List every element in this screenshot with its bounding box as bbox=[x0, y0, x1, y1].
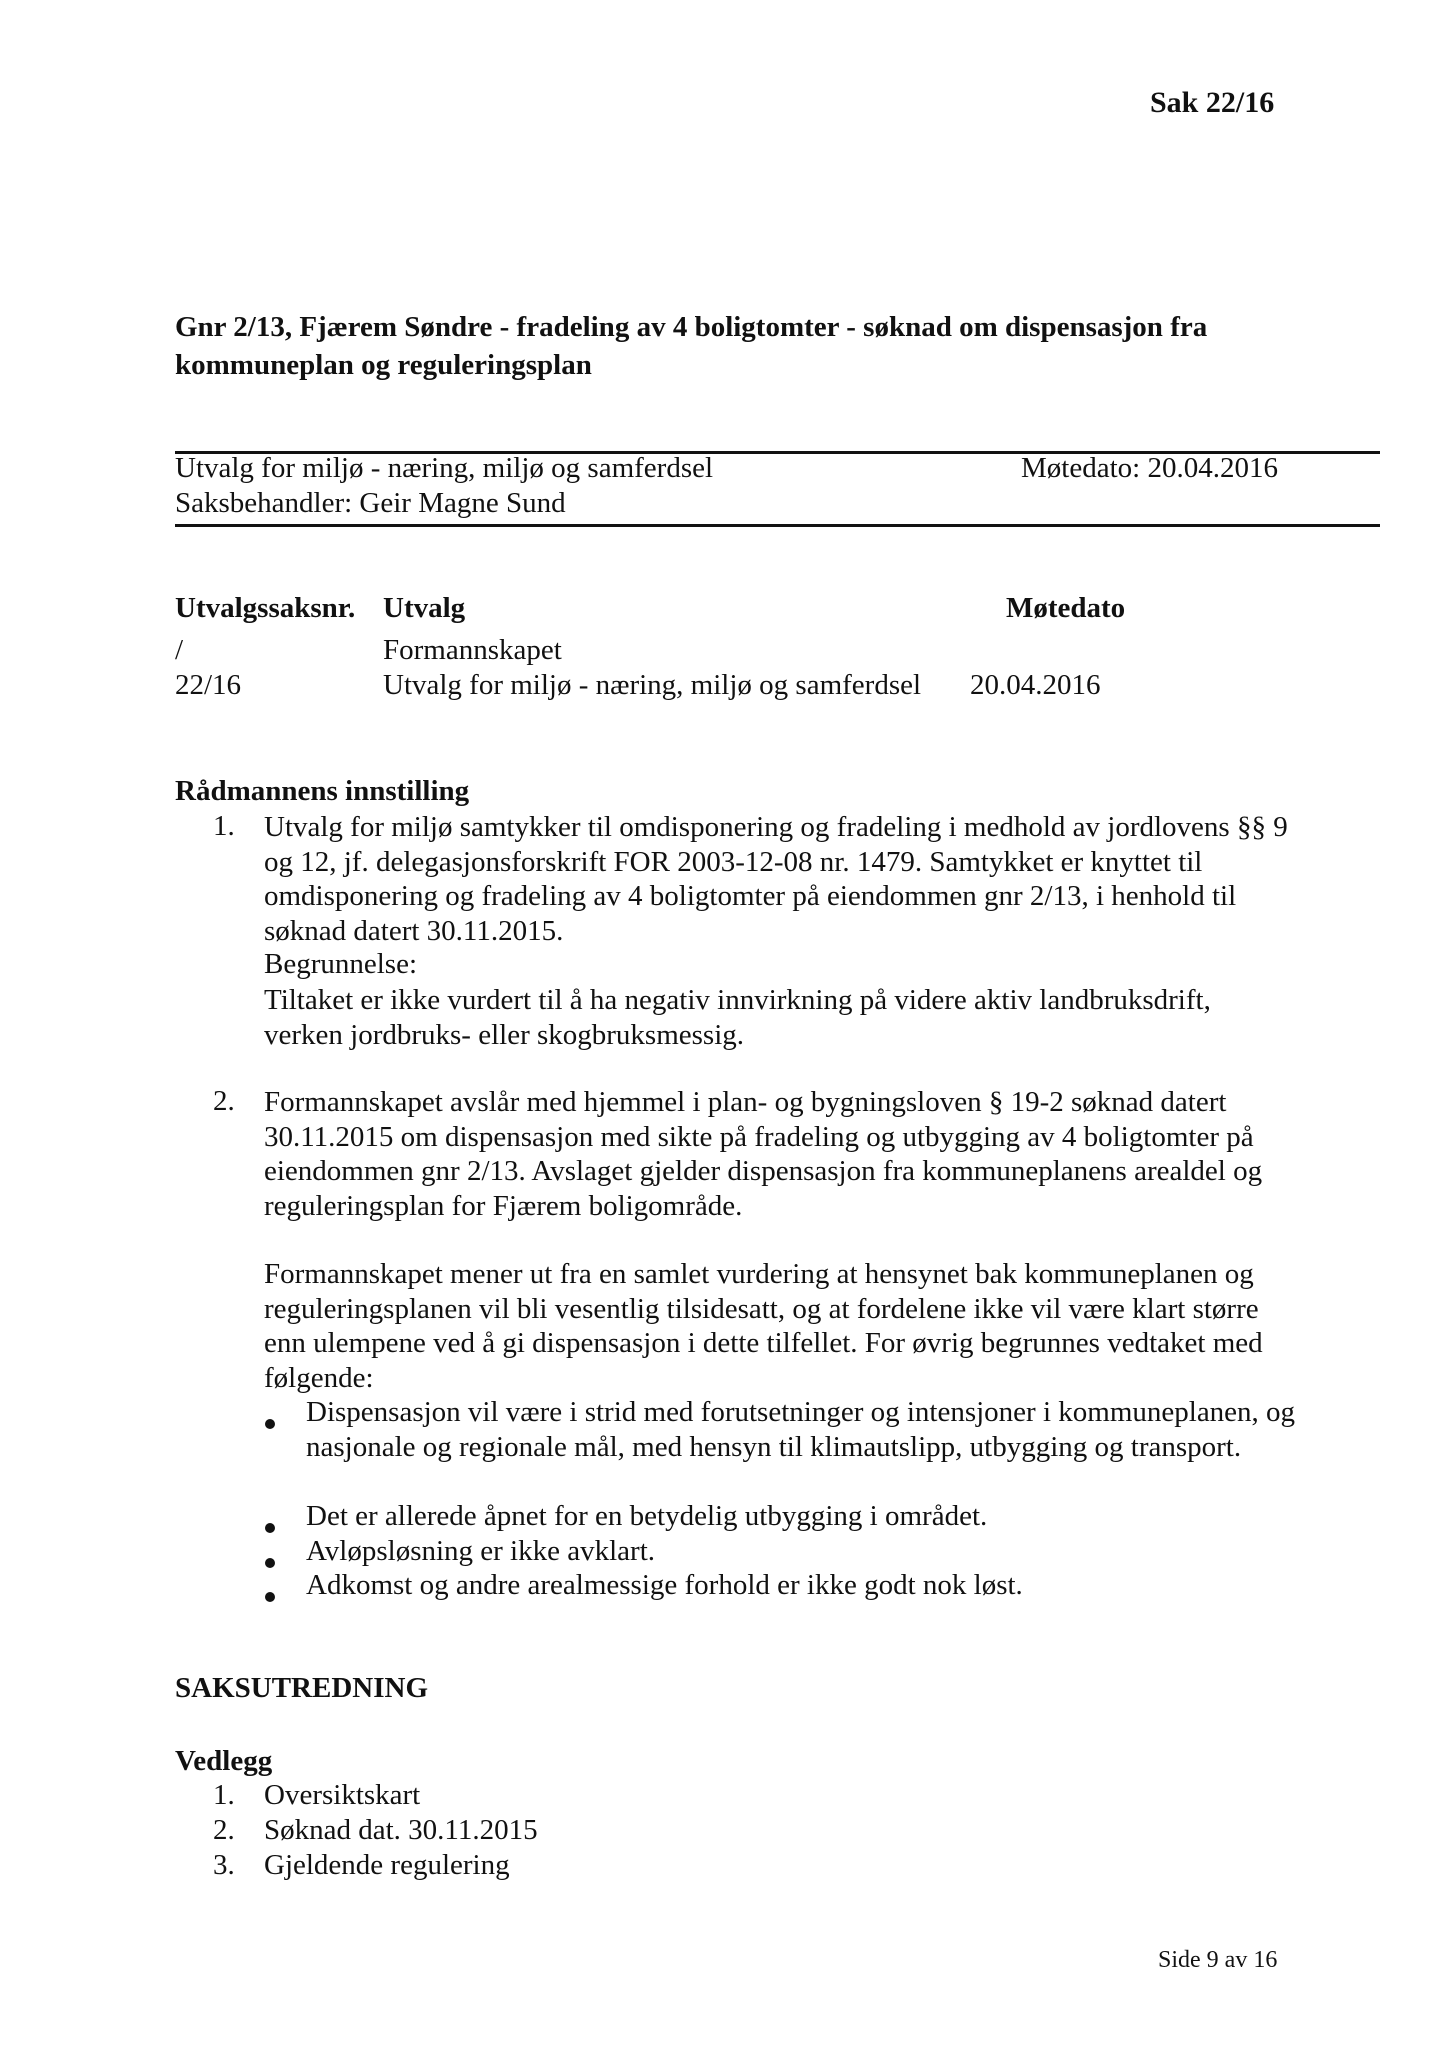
case-handler: Saksbehandler: Geir Magne Sund bbox=[175, 487, 566, 519]
assessment-text: Formannskapet mener ut fra en samlet vurdering at hensynet bak kommuneplanen og reguleringsplanen vil bli vesentlig tilsidesatt, og at fordelene ikke vil være klart større enn ulempene ved å gi dispensasjon i dette tilfellet. For øvrig begrunnes vedtaket med følgende: bbox=[264, 1258, 1263, 1394]
reason-text: Tiltaket er ikke vurdert til å ha negativ innvirkning på videre aktiv landbruksdrift, verken jordbruks- eller skogbruksmessig. bbox=[264, 984, 1211, 1051]
list-number: 3. bbox=[213, 1849, 235, 1881]
list-item: Dispensasjon vil være i strid med forutsetninger og intensjoner i kommuneplanen, og nasjonale og regionale mål, med hensyn til klimautslipp, utbygging og transport. bbox=[306, 1396, 1296, 1463]
attachment-item: Gjeldende regulering bbox=[264, 1849, 510, 1881]
list-number: 2. bbox=[213, 1814, 235, 1846]
case-number: Sak 22/16 bbox=[1150, 86, 1275, 119]
table-cell: Utvalg for miljø - næring, miljø og samferdsel bbox=[383, 669, 922, 701]
bullet-icon bbox=[265, 1523, 275, 1533]
table-cell: Formannskapet bbox=[383, 634, 562, 666]
attachment-item: Oversiktskart bbox=[264, 1779, 421, 1811]
bullet-icon bbox=[265, 1592, 275, 1602]
recommendation-item-2: Formannskapet avslår med hjemmel i plan- og bygningsloven § 19-2 søknad datert 30.11.2015 om dispensasjon med sikte på fradeling og utbygging av 4 boligtomter på eiendommen gnr 2/13. Avslaget gjelder dispensasjon fra kommuneplanens arealdel og reguleringsplan for Fjærem boligområde. bbox=[264, 1086, 1263, 1222]
meeting-date: Møtedato: 20.04.2016 bbox=[1021, 452, 1278, 484]
attachments-heading: Vedlegg bbox=[175, 1745, 273, 1777]
recommendation-item-1: Utvalg for miljø samtykker til omdisponering og fradeling i medhold av jordlovens §§ 9 og 12, jf. delegasjonsforskrift FOR 2003-12-08 nr. 1479. Samtykket er knyttet til omdisponering og fradeling av 4 boligtomter på eiendommen gnr 2/13, i henhold til søknad datert 30.11.2015. bbox=[264, 811, 1288, 947]
list-number: 1. bbox=[213, 1779, 235, 1811]
table-cell: 22/16 bbox=[175, 669, 242, 701]
list-item: Adkomst og andre arealmessige forhold er ikke godt nok løst. bbox=[306, 1569, 1023, 1601]
list-item: Det er allerede åpnet for en betydelig utbygging i området. bbox=[306, 1500, 988, 1532]
bottom-divider bbox=[175, 524, 1380, 527]
case-report-heading: SAKSUTREDNING bbox=[175, 1672, 428, 1704]
table-header-case-no: Utvalgssaksnr. bbox=[175, 592, 356, 624]
list-number: 2. bbox=[213, 1085, 235, 1117]
table-header-date: Møtedato bbox=[1006, 592, 1126, 624]
committee-name: Utvalg for miljø - næring, miljø og samferdsel bbox=[175, 452, 714, 484]
recommendation-heading: Rådmannens innstilling bbox=[175, 775, 470, 807]
table-header-committee: Utvalg bbox=[383, 592, 466, 624]
table-cell: 20.04.2016 bbox=[970, 669, 1101, 701]
attachment-item: Søknad dat. 30.11.2015 bbox=[264, 1814, 538, 1846]
bullet-icon bbox=[265, 1558, 275, 1568]
document-title: Gnr 2/13, Fjærem Søndre - fradeling av 4 boligtomter - søknad om dispensasjon fra kommuneplan og reguleringsplan bbox=[175, 311, 1208, 381]
list-item: Avløpsløsning er ikke avklart. bbox=[306, 1535, 656, 1567]
bullet-icon bbox=[265, 1419, 275, 1429]
page-number: Side 9 av 16 bbox=[1158, 1947, 1278, 1973]
reason-label: Begrunnelse: bbox=[264, 948, 418, 980]
list-number: 1. bbox=[213, 810, 235, 842]
table-cell: / bbox=[175, 634, 184, 666]
